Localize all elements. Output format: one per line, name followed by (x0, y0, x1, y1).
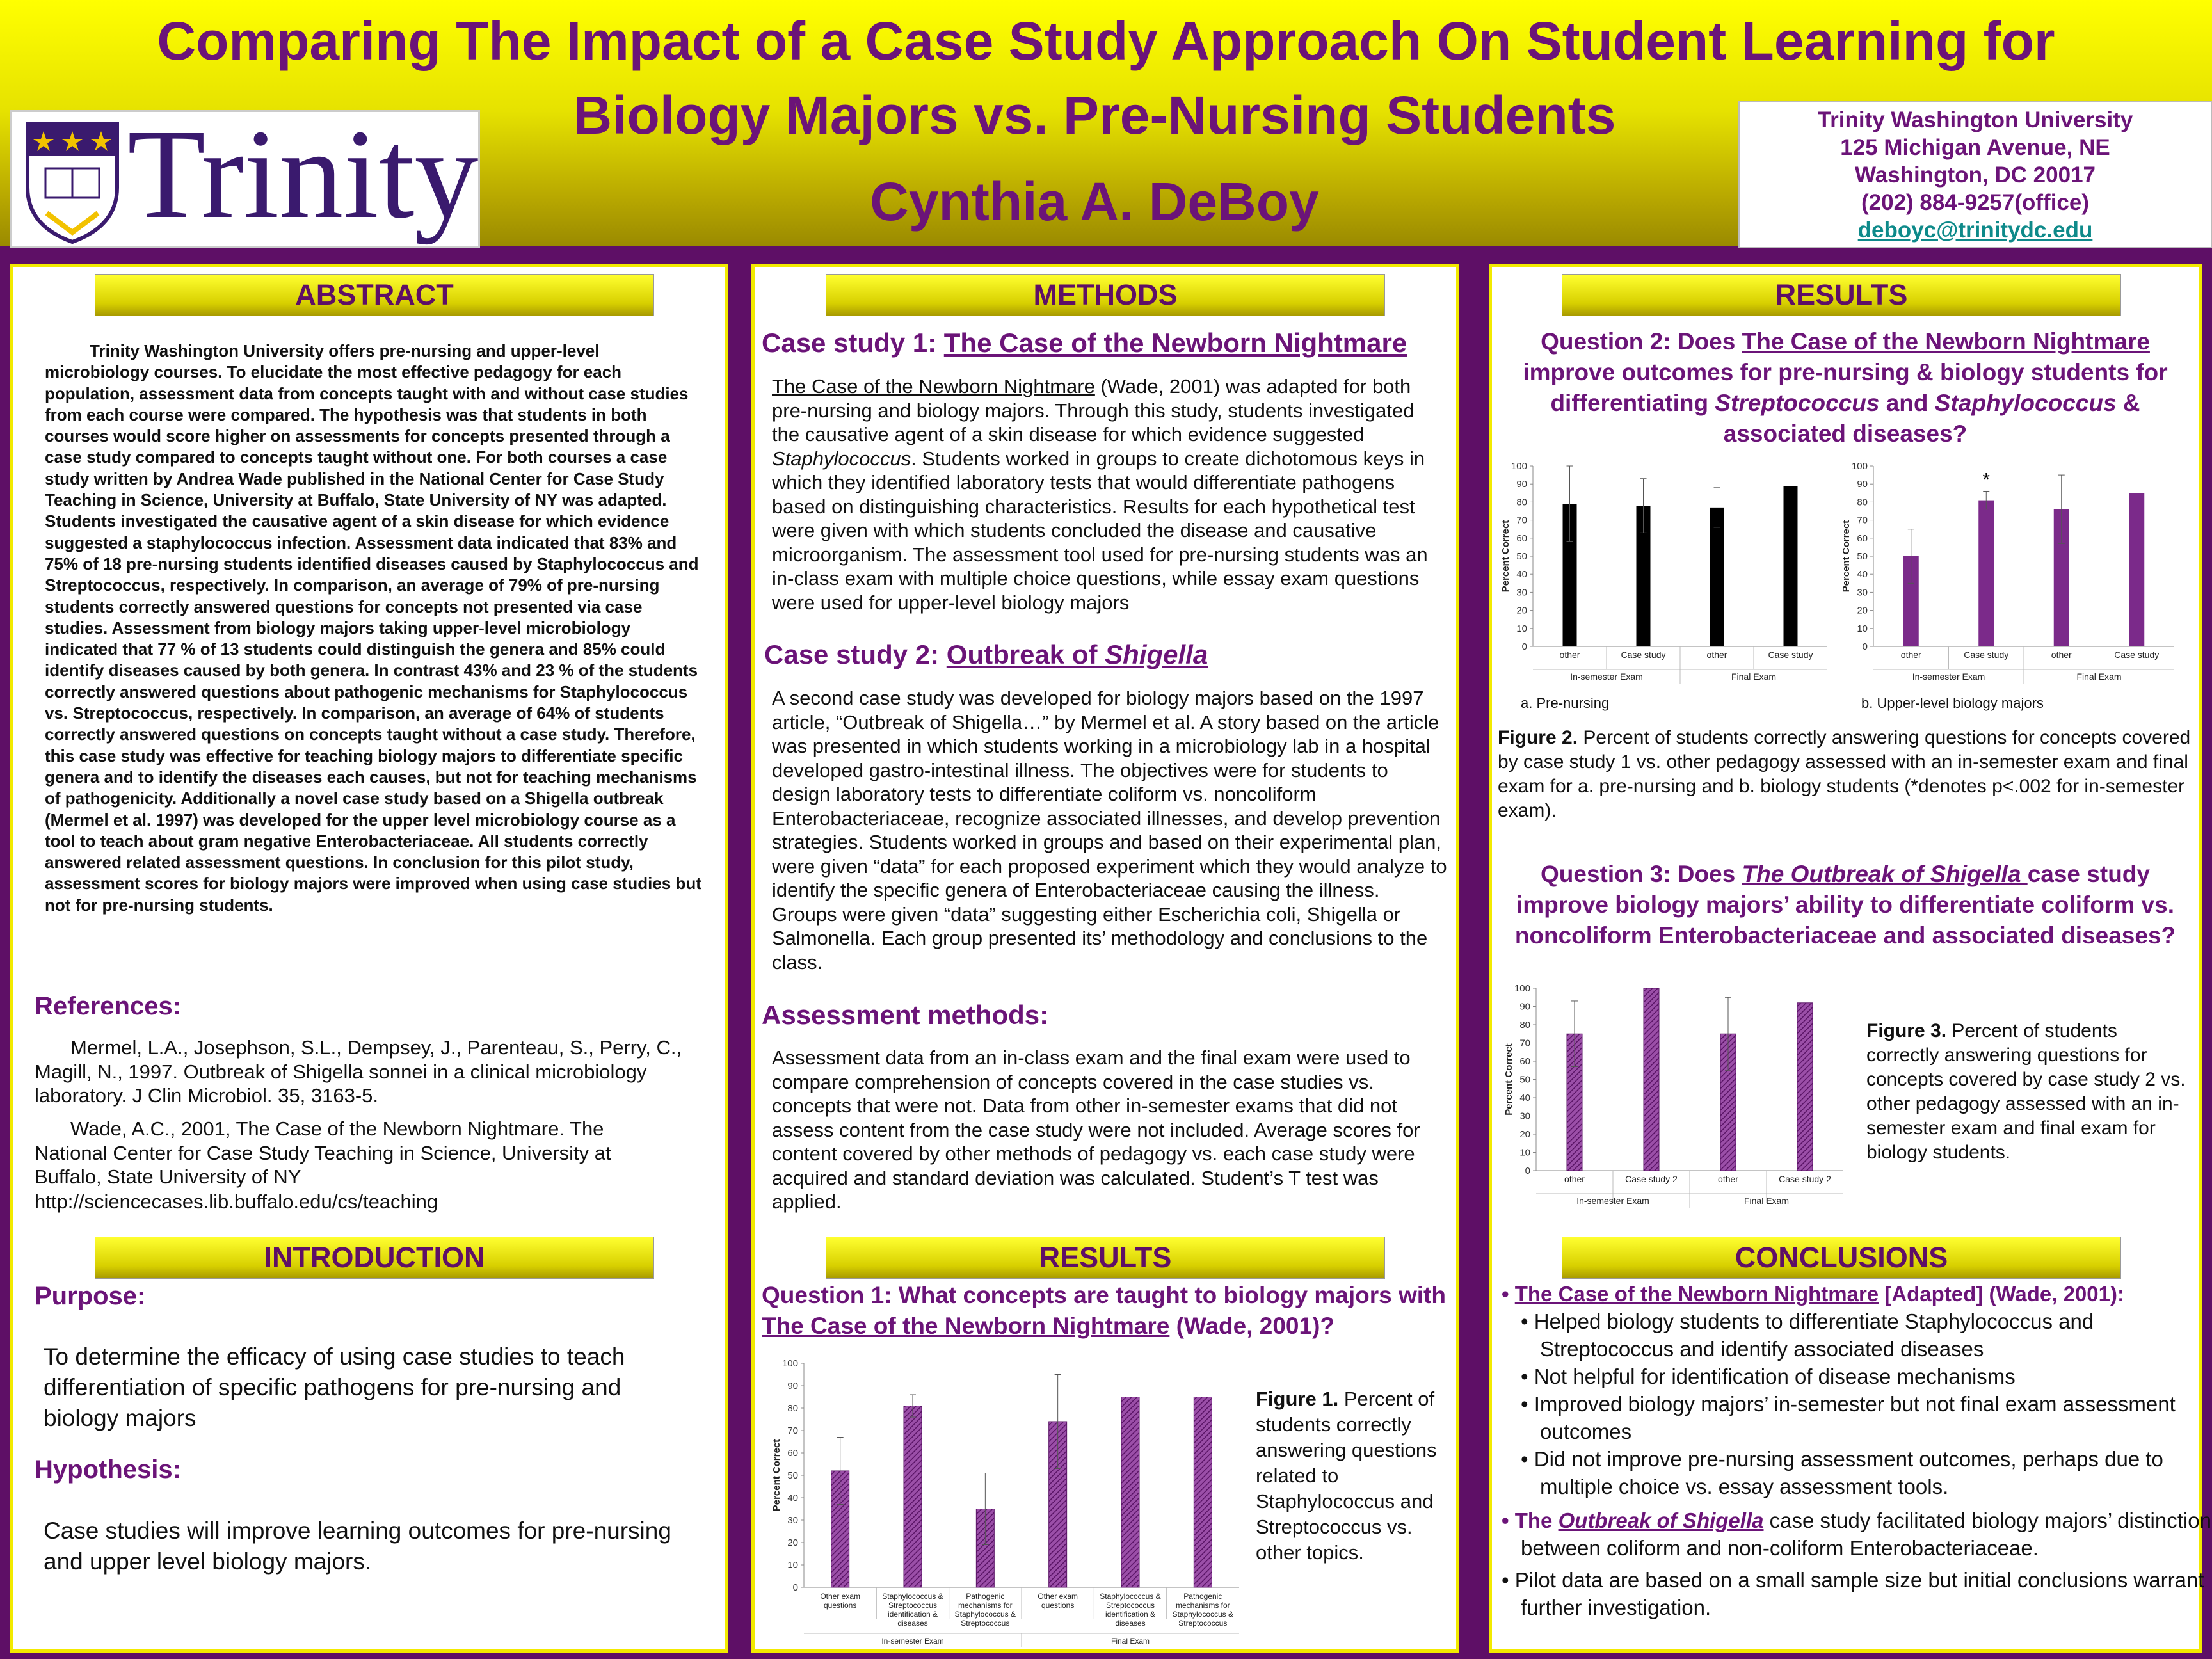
y-tick-label: 40 (1857, 569, 1868, 581)
hypothesis-heading: Hypothesis: (35, 1455, 181, 1484)
hypothesis-text: Case studies will improve learning outcomes for pre-nursing and upper level biology majors. (44, 1518, 671, 1575)
y-tick-label: 20 (787, 1537, 798, 1548)
header-banner (0, 0, 2212, 246)
fig1-caption-text: Percent of students correctly answering questions related to Staphylococcus and Streptococcus vs. other topics. (1256, 1388, 1437, 1564)
fig3-caption-text: Percent of students correctly answering questions for concepts covered by case study 2 vs. other pedagogy assessed with an in-semester exam and final exam for biology students. (1866, 1020, 2186, 1163)
address-line: Trinity Washington University (1817, 108, 2133, 132)
y-tick-label: 80 (787, 1403, 798, 1414)
x-tick-label: Streptococcus (961, 1619, 1010, 1628)
y-tick-label: 30 (1857, 587, 1868, 598)
bar (1121, 1397, 1139, 1588)
y-tick-label: 0 (792, 1582, 798, 1593)
address-line: Washington, DC 20017 (1855, 163, 2096, 188)
y-tick-label: 10 (1857, 623, 1868, 634)
assessment-heading: Assessment methods: (762, 1000, 1049, 1030)
x-tick-label: Case study (2114, 650, 2160, 660)
y-tick-label: 100 (781, 1358, 798, 1369)
y-tick-label: 100 (1851, 461, 1868, 472)
reference-item: Mermel, L.A., Josephson, S.L., Dempsey, J., Parenteau, S., Perry, C., Magill, N., 1997. Outbreak of Shigella sonnei in a clinical microbiology laboratory. J Clin Microbiol. 35, 3163-5. (35, 1036, 682, 1107)
logo-wordmark: Trinity (127, 104, 479, 245)
conclusion-bullet-3: • Pilot data are based on a small sample size but initial conclusions warrant further investigation. (1502, 1568, 2204, 1619)
y-tick-label: 40 (1516, 569, 1527, 581)
x-tick-label: mechanisms for (958, 1601, 1013, 1610)
fig2-label: Figure 2. (1498, 727, 1578, 748)
y-tick-label: 30 (787, 1515, 798, 1526)
c1-sub-text: Did not improve pre-nursing assessment outcomes, perhaps due to multiple choice vs. essay assessment tools. (1534, 1447, 2163, 1498)
x-tick-label: other (1718, 1174, 1738, 1184)
y-tick-label: 20 (1857, 605, 1868, 616)
fig3-label: Figure 3. (1866, 1020, 1947, 1041)
cs1-text-a: (Wade, 2001) was adapted for both pre-nursing and biology majors. Through this study, students investigated the causative agent of a skin disease for which evidence suggested (772, 375, 1415, 445)
y-axis-label: Percent Correct (1841, 520, 1852, 593)
y-tick-label: 0 (1521, 641, 1527, 652)
contact-box (1738, 101, 2212, 248)
y-tick-label: 0 (1862, 641, 1868, 652)
y-tick-label: 60 (787, 1448, 798, 1459)
y-tick-label: 10 (787, 1560, 798, 1571)
cs1-label: Case study 1: (762, 328, 937, 358)
cs1-ref: The Case of the Newborn Nightmare (772, 375, 1095, 397)
q2-text-d: & associated diseases? (1723, 390, 2140, 447)
reference-item: Wade, A.C., 2001, The Case of the Newborn Nightmare. The National Center for Case Study Teaching in Science, University at Buffalo, State University of NY (35, 1118, 611, 1188)
x-tick-label: other (2051, 650, 2072, 660)
q2-italic-2: Staphylococcus (1934, 390, 2117, 416)
x-tick-label: diseases (1115, 1619, 1146, 1628)
x-tick-label: Staphylococcus & (1172, 1610, 1234, 1619)
references-heading: References: (35, 992, 182, 1020)
c1-sub-text: Not helpful for identification of disease mechanisms (1534, 1365, 2016, 1388)
x-tick-label: questions (1041, 1601, 1075, 1610)
case-study-1-heading (762, 325, 1407, 361)
c1-sub-text: Helped biology students to differentiate Staphylococcus and Streptococcus and identify associated diseases (1534, 1310, 2094, 1361)
y-tick-label: 100 (1514, 983, 1530, 994)
chart-subtitle: a. Pre-nursing (1521, 695, 1610, 711)
address-line: 125 Michigan Avenue, NE (1840, 135, 2110, 160)
x-tick-label: other (1900, 650, 1921, 660)
y-tick-label: 50 (1516, 551, 1527, 562)
y-tick-label: 50 (1519, 1074, 1530, 1086)
case-study-2-text: A second case study was developed for biology majors based on the 1997 article, “Outbreak of Shigella…” by Mermel et al. A story based on the article was presented in which students working in a microbiology lab in a hospital developed gastro-intestinal illness. The objectives were for students to design laboratory tests to differentiate coliform vs. noncoliform Enterobacteriaceae, recognize associated illnesses, and develop prevention strategies. Students worked in groups and based on their experimental plan, were given “data” for each proposed experiment which they would analyze to identify the specific genera of Enterobacteriaceae causing the illness. Groups were given “data” suggesting either Escherichia coli, Shigella or Salmonella. Each group presented its’ methodology and conclusions to the class. (772, 687, 1447, 974)
bar (1797, 1003, 1813, 1171)
conclusion-sub-3: • Improved biology majors’ in-semester but not final exam assessment outcomes (1521, 1392, 2176, 1443)
bar (2129, 493, 2144, 646)
abstract-text: Trinity Washington University offers pre-nursing and upper-level microbiology courses. To elucidate the most effective pedagogy for each population, assessment data from concepts taught with and without case studies from each course were compared. The hypothesis was that students in both courses would score higher on assessments for concepts presented through a case study compared to concepts taught without one. For both courses a case study written by Andrea Wade published in the National Center for Case Study Teaching in Science, University at Buffalo, State University of NY was adapted. Students investigated the causative agent of a skin disease for which evidence suggested a staphylococcus infection. Assessment data indicated that 83% and 75% of 18 pre-nursing students identified diseases caused by Staphylococcus and Streptococcus, respectively. In comparison, an average of 79% of pre-nursing students correctly answered questions for concepts not presented via case studies. Assessment from biology majors taking upper-level microbiology indicated that 77 % of 13 students could distinguish the genera and 85% could identify diseases caused by both genera. In contrast 43% and 23 % of the students correctly answered questions about pathogenic mechanisms for Staphylococcus vs. Streptococcus, respectively. In comparison, an average of 64% of students correctly answered questions on concepts taught without a case study. Therefore, this case study was effective for teaching biology majors to differentiate specific genera and to identify the diseases each causes, but not for teaching mechanisms of pathogenicity. Additionally a novel case study based on a Shigella outbreak (Mermel et al. 1997) was developed for the upper level microbiology course as a tool to teach about gram negative Enterobacteriaceae. All students correctly answered related assessment questions. In conclusion for this pilot study, assessment scores for biology majors were improved when using case studies but not for pre-nursing students. (45, 341, 701, 915)
y-tick-label: 90 (1857, 479, 1868, 490)
x-tick-label: Other exam (820, 1592, 861, 1601)
cs2-title-a: Outbreak of (946, 639, 1105, 669)
y-axis-label: Percent Correct (1500, 520, 1511, 593)
significance-marker: * (1982, 469, 1991, 491)
x-tick-label: Streptococcus (1105, 1601, 1155, 1610)
question-3 (1499, 859, 2192, 951)
x-tick-label: Pathogenic (966, 1592, 1005, 1601)
y-tick-label: 30 (1519, 1110, 1530, 1122)
figure-1-caption (1256, 1386, 1448, 1566)
y-tick-label: 100 (1511, 461, 1527, 472)
y-tick-label: 70 (1516, 515, 1527, 526)
bar (1978, 501, 1994, 646)
y-tick-label: 40 (787, 1493, 798, 1503)
group-label: In-semester Exam (881, 1637, 944, 1646)
x-tick-label: diseases (897, 1619, 928, 1628)
x-tick-label: Case study (1768, 650, 1813, 660)
x-tick-label: Streptococcus (888, 1601, 938, 1610)
x-tick-label: Case study 2 (1779, 1174, 1831, 1184)
conclusion-bullet-1: • The Case of the Newborn Nightmare [Adapted] (Wade, 2001): (1502, 1282, 2124, 1306)
y-tick-label: 50 (1857, 551, 1868, 562)
cs1-italic: Staphylococcus (772, 447, 911, 470)
c2-title: Outbreak of Shigella (1558, 1509, 1764, 1532)
figure-2b-chart (1838, 454, 2190, 723)
c2-rest: case study facilitated biology majors’ distinction between coliform and non-coliform Enterobacteriaceae. (1521, 1509, 2211, 1560)
figure-1-chart (759, 1350, 1252, 1651)
y-tick-label: 10 (1516, 623, 1527, 634)
cs1-text-b: . Students worked in groups to create dichotomous keys in which they identified laboratory tests that would differentiate pathogens based on distinguishing characteristics. Results for each hypothetical test were given with which students concluded the disease and causative microorganism. The assessment tool used for pre-nursing students was an in-class exam with multiple choice questions, while essay exam questions were used for upper-level biology majors (772, 447, 1428, 614)
fig1-label: Figure 1. (1256, 1388, 1339, 1410)
y-tick-label: 60 (1519, 1056, 1530, 1067)
q1-text-b: (Wade, 2001)? (1169, 1313, 1335, 1339)
y-tick-label: 60 (1857, 533, 1868, 544)
x-tick-label: Pathogenic (1183, 1592, 1222, 1601)
q1-text-a: Question 1: What concepts are taught to biology majors with (762, 1282, 1446, 1308)
cs2-label: Case study 2: (764, 639, 940, 669)
trinity-logo (10, 104, 480, 248)
q3-text-b: case study improve biology majors’ ability to differentiate coliform vs. noncoliform Enterobacteriaceae and associated diseases? (1514, 861, 2176, 949)
y-tick-label: 20 (1516, 605, 1527, 616)
assessment-text: Assessment data from an in-class exam and the final exam were used to compare comprehension of concepts covered in the case studies vs. concepts that were not. Data from other in-semester exams that did not assess content from the case study were not included. Average scores for content covered by other methods of pedagogy vs. each case study were acquired and standard deviation was calculated. Student’s T test was applied. (772, 1046, 1420, 1213)
case-study-1-text (772, 374, 1447, 614)
results-heading-middle: RESULTS (826, 1237, 1385, 1279)
x-tick-label: identification & (887, 1610, 938, 1619)
methods-heading: METHODS (826, 274, 1385, 316)
x-tick-label: Other exam (1038, 1592, 1078, 1601)
x-tick-label: Case study (1964, 650, 2009, 660)
x-tick-label: identification & (1105, 1610, 1156, 1619)
c3-text: Pilot data are based on a small sample size but initial conclusions warrant further investigation. (1514, 1568, 2204, 1619)
cs2-title-b: Shigella (1105, 639, 1208, 669)
y-tick-label: 90 (787, 1381, 798, 1391)
figure-2a-chart (1498, 454, 1843, 723)
x-tick-label: mechanisms for (1175, 1601, 1230, 1610)
q2-italic-1: Streptococcus (1715, 390, 1880, 416)
x-tick-label: Streptococcus (1178, 1619, 1228, 1628)
y-tick-label: 10 (1519, 1147, 1530, 1158)
x-tick-label: Case study (1621, 650, 1666, 660)
group-label: Final Exam (1743, 1196, 1790, 1206)
y-tick-label: 50 (787, 1470, 798, 1481)
c2-text-a: The (1514, 1509, 1559, 1532)
y-tick-label: 30 (1516, 587, 1527, 598)
y-tick-label: 0 (1525, 1166, 1530, 1176)
reference-url: http://sciencecases.lib.buffalo.edu/cs/teaching (35, 1190, 438, 1213)
poster-author: Cynthia A. DeBoy (870, 172, 1319, 232)
bar (1194, 1397, 1212, 1588)
group-label: In-semester Exam (1912, 671, 1985, 682)
bar (1644, 988, 1659, 1171)
q1-title: The Case of the Newborn Nightmare (762, 1313, 1170, 1339)
y-tick-label: 70 (1857, 515, 1868, 526)
q2-text-c: and (1879, 390, 1935, 416)
y-tick-label: 40 (1519, 1093, 1530, 1103)
group-label: In-semester Exam (1570, 671, 1643, 682)
c1-title: The Case of the Newborn Nightmare (1514, 1282, 1879, 1306)
x-tick-label: other (1706, 650, 1727, 660)
address-line: (202) 884-9257(office) (1861, 190, 2089, 215)
introduction-heading: INTRODUCTION (95, 1237, 654, 1279)
purpose-text: To determine the efficacy of using case studies to teach differentiation of specific pathogens for pre-nursing and biology majors (44, 1343, 625, 1431)
bar (1784, 486, 1798, 646)
q2-text-a: Question 2: Does (1541, 328, 1742, 355)
figure-2-caption (1498, 726, 2195, 823)
q3-title: The Outbreak of Shigella (1742, 861, 2028, 887)
purpose-heading: Purpose: (35, 1282, 146, 1310)
y-tick-label: 80 (1516, 497, 1527, 508)
x-tick-label: Staphylococcus & (954, 1610, 1016, 1619)
x-tick-label: Staphylococcus & (882, 1592, 943, 1601)
poster-title-line2: Biology Majors vs. Pre-Nursing Students (573, 85, 1616, 145)
y-tick-label: 80 (1519, 1020, 1530, 1030)
x-tick-label: Staphylococcus & (1100, 1592, 1161, 1601)
figure-3-chart (1498, 979, 1863, 1222)
y-tick-label: 70 (1519, 1038, 1530, 1049)
group-label: Final Exam (2076, 671, 2122, 682)
question-2 (1499, 326, 2192, 449)
shield-icon (21, 117, 124, 245)
q2-title: The Case of the Newborn Nightmare (1742, 328, 2150, 355)
x-tick-label: Case study 2 (1625, 1174, 1678, 1184)
x-tick-label: questions (823, 1601, 857, 1610)
y-tick-label: 20 (1519, 1129, 1530, 1140)
poster-title-line1: Comparing The Impact of a Case Study Approach On Student Learning for (157, 11, 2055, 71)
bar (1710, 508, 1724, 646)
fig2-caption-text: Percent of students correctly answering questions for concepts covered by case study 1 vs. other pedagogy assessed with an in-semester exam and final exam for a. pre-nursing and b. biology students (*denotes p<.002 for in-semester exam). (1498, 727, 2191, 821)
y-tick-label: 70 (787, 1425, 798, 1436)
c1-sub-text: Improved biology majors’ in-semester but not final exam assessment outcomes (1534, 1392, 2176, 1443)
conclusions-heading: CONCLUSIONS (1562, 1237, 2121, 1279)
q2-text-b: improve outcomes for pre-nursing & biology students for differentiating (1523, 359, 2168, 416)
group-label: Final Exam (1110, 1637, 1150, 1646)
y-axis-label: Percent Correct (771, 1439, 782, 1512)
y-axis-label: Percent Correct (1503, 1043, 1514, 1116)
question-1 (762, 1280, 1450, 1342)
y-tick-label: 80 (1857, 497, 1868, 508)
bar (904, 1406, 922, 1588)
email-link[interactable]: deboyc@trinitydc.edu (1857, 218, 2093, 243)
y-tick-label: 60 (1516, 533, 1527, 544)
chart-subtitle: b. Upper-level biology majors (1861, 695, 2044, 711)
q3-text-a: Question 3: Does (1541, 861, 1742, 887)
group-label: Final Exam (1731, 671, 1777, 682)
case-study-2-heading (764, 637, 1208, 673)
x-tick-label: other (1559, 650, 1580, 660)
cs1-title: The Case of the Newborn Nightmare (943, 328, 1407, 358)
conclusion-bullet-2: • The Outbreak of Shigella case study facilitated biology majors’ distinction between coliform and non-coliform Enterobacteriaceae. (1502, 1509, 2211, 1560)
y-tick-label: 90 (1519, 1001, 1530, 1013)
abstract-heading: ABSTRACT (95, 274, 654, 316)
c1-rest: [Adapted] (Wade, 2001): (1879, 1282, 2124, 1306)
conclusion-sub-1: • Helped biology students to differentiate Staphylococcus and Streptococcus and identify associated diseases (1521, 1310, 2094, 1361)
figure-3-caption (1866, 1019, 2193, 1165)
results-heading-right: RESULTS (1562, 274, 2121, 316)
y-tick-label: 90 (1516, 479, 1527, 490)
conclusion-sub-2: • Not helpful for identification of disease mechanisms (1521, 1365, 2016, 1388)
x-tick-label: other (1564, 1174, 1585, 1184)
group-label: In-semester Exam (1576, 1196, 1649, 1206)
conclusion-sub-4: • Did not improve pre-nursing assessment outcomes, perhaps due to multiple choice vs. essay assessment tools. (1521, 1447, 2163, 1498)
